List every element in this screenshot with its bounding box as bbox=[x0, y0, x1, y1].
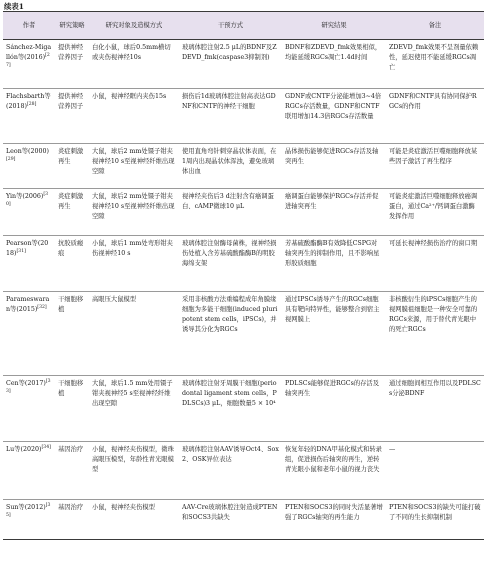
table-row bbox=[3, 89, 484, 144]
cell-result: 晶体损伤能够促进RGCs存活及轴突再生 bbox=[282, 144, 386, 189]
cell-note: 可延长视神经损伤治疗的窗口期 bbox=[386, 236, 484, 292]
cell-result: 芳基硫酸酯酶B有效降低CSPG对轴突再生的抑制作用，且不影响星形胶质细胞 bbox=[282, 236, 386, 292]
cell-author: Sánchez-Migallón等(2016)[27] bbox=[3, 40, 55, 89]
cell-strategy: 提供神经营养因子 bbox=[55, 89, 89, 144]
table-row bbox=[3, 40, 484, 89]
citation-ref[interactable]: [29] bbox=[6, 156, 16, 162]
cell-intervention: 玻璃体腔注射AAV诱导Oct4、Sox2、OSK异位表达 bbox=[179, 442, 282, 500]
cell-strategy: 干细胞移植 bbox=[55, 292, 89, 376]
cell-strategy: 干细胞移植 bbox=[55, 376, 89, 442]
cell-author: Pearson等(2018)[31] bbox=[3, 236, 55, 292]
table-row bbox=[3, 442, 484, 500]
citation-ref[interactable]: [28] bbox=[26, 101, 37, 107]
cell-author: Parameswaran等(2015)[32] bbox=[3, 292, 55, 376]
citation-ref[interactable]: [31] bbox=[16, 248, 26, 254]
header-note: 备注 bbox=[386, 12, 484, 40]
cell-note: 可能是炎症激活巨噬细胞释放某些因子激活了再生程序 bbox=[386, 144, 484, 189]
cell-note: 通过细胞间相互作用以及PDLSCs分泌BDNF bbox=[386, 376, 484, 442]
cell-note: 可能炎症激活巨噬细胞释放癌调蛋白，通过Ca²⁺/钙调蛋白激酶发挥作用 bbox=[386, 189, 484, 236]
header-strategy: 研究策略 bbox=[55, 12, 89, 40]
cell-model: 大鼠，球后1.5 mm处用镊子钳夹视神经5 s至视神经纤维出现空隙 bbox=[89, 376, 179, 442]
header-intervention: 干预方式 bbox=[179, 12, 282, 40]
cell-result: PDLSCs能够促进RGCs的存活及轴突再生 bbox=[282, 376, 386, 442]
cell-intervention: 玻璃体腔注射2.5 μL的BDNF及ZDEVD_fmk(caspase3抑制剂) bbox=[179, 40, 282, 89]
cell-author: Flachsbarth等(2018)[28] bbox=[3, 89, 55, 144]
cell-author: Leon等(2000)[29] bbox=[3, 144, 55, 189]
cell-intervention: AAV-Cre玻璃体腔注射造成PTEN和SOCS3共缺失 bbox=[179, 500, 282, 540]
citation-ref[interactable]: [27] bbox=[6, 52, 50, 68]
cell-result: 癌调蛋白能够保护RGCs存活并促进轴突再生 bbox=[282, 189, 386, 236]
table-row bbox=[3, 144, 484, 189]
header-result: 研究结果 bbox=[282, 12, 386, 40]
cell-strategy: 炎症刺激再生 bbox=[55, 144, 89, 189]
citation-ref[interactable]: [30] bbox=[6, 191, 49, 207]
cell-result: 通过IPSCs诱导产生的RGCs细胞具有靶向特异性，能够整合到宿主视网膜上 bbox=[282, 292, 386, 376]
citation-ref[interactable]: [32] bbox=[37, 304, 47, 310]
cell-model: 小鼠，视神经夹伤模型 bbox=[89, 500, 179, 540]
cell-author: Yin等(2006)[30] bbox=[3, 189, 55, 236]
table-caption: 续表1 bbox=[4, 2, 24, 11]
cell-intervention: 玻璃体腔注射酶母菌株，视神经损伤处植入含芳基硫酸酯酶B的明胶海绵支架 bbox=[179, 236, 282, 292]
cell-model: 小鼠，球后1 mm处弯形钳夹伤视神经10 s bbox=[89, 236, 179, 292]
cell-result: GDNF或CNTF分泌能增加3~4倍RGCs存活数量，GDNF和CNTF联用增加14.3倍RGCs存活数量 bbox=[282, 89, 386, 144]
cell-result: 恢复年轻的DNA甲基化模式和转录组，促进损伤后轴突的再生，逆转青光眼小鼠和老年小鼠的视力丧失 bbox=[282, 442, 386, 500]
cell-author: Sun等(2012)[35] bbox=[3, 500, 55, 540]
cell-note: — bbox=[386, 442, 484, 500]
cell-result: BDNF和ZDEVD_fmk效果相似，均能延缓RGCs凋亡1.4d时间 bbox=[282, 40, 386, 89]
cell-author: Cen等(2017)[33] bbox=[3, 376, 55, 442]
cell-model: 大鼠，球后2 mm处镊子钳夹视神经10 s至视神经纤维出现空隙 bbox=[89, 144, 179, 189]
table-row bbox=[3, 236, 484, 292]
cell-intervention: 玻璃体腔注射牙周膜干细胞(periodontal ligament stem cells，PDLSCs)3 μL，细胞数量5 × 10⁴ bbox=[179, 376, 282, 442]
header-author: 作者 bbox=[3, 12, 55, 40]
cell-intervention: 视神经夹伤后3 d注射含有癌调蛋白、cAMP微球10 μL bbox=[179, 189, 282, 236]
cell-strategy: 提供神经营养因子 bbox=[55, 40, 89, 89]
cell-model: 白化小鼠，球后0.5mm横切或夹伤视神经10s bbox=[89, 40, 179, 89]
table-row bbox=[3, 500, 484, 540]
cell-intervention: 采用非核酸方法重编程成年角膜缘细胞为多能干细胞(induced pluripotent stem cells，iPSCs)，并诱导其分化为RGCs bbox=[179, 292, 282, 376]
table-row bbox=[3, 376, 484, 442]
cell-note: ZDEVD_fmk效果不呈剂量依赖性，延迟使用不能延缓RGCs凋亡 bbox=[386, 40, 484, 89]
citation-ref[interactable]: [33] bbox=[6, 378, 51, 394]
cell-strategy: 基因治疗 bbox=[55, 442, 89, 500]
table-row bbox=[3, 292, 484, 376]
cell-note: 非核酸衍生的iPSCs细胞产生的视网膜祖细胞是一种安全可靠的RGCs来源，用于替代青光眼中的死亡RGCs bbox=[386, 292, 484, 376]
cell-strategy: 基因治疗 bbox=[55, 500, 89, 540]
cell-model: 小鼠，视神经眶内夹伤15s bbox=[89, 89, 179, 144]
cell-strategy: 抗胶质瘢痕 bbox=[55, 236, 89, 292]
header-model: 研究对象及造模方式 bbox=[89, 12, 179, 40]
table-row bbox=[3, 189, 484, 236]
cell-note: PTEN和SOCS3的缺失可能打破了不同的生长抑制机制 bbox=[386, 500, 484, 540]
citation-ref[interactable]: [34] bbox=[41, 444, 51, 450]
table-header-row bbox=[3, 12, 484, 40]
cell-result: PTEN和SOCS3的同时失活显著增强了RGCs轴突的再生能力 bbox=[282, 500, 386, 540]
cell-model: 高眼压大鼠模型 bbox=[89, 292, 179, 376]
data-table bbox=[3, 11, 484, 540]
cell-intervention: 损伤后1d玻璃体腔注射高表达GDNF和CNTF的神经干细胞 bbox=[179, 89, 282, 144]
cell-model: 大鼠，球后2 mm处镊子钳夹视神经10 s至视神经纤维出现空隙 bbox=[89, 189, 179, 236]
cell-intervention: 使用直角弯针刺穿晶状体表面，在1周内出现晶状体浑浊，避免玻璃体出血 bbox=[179, 144, 282, 189]
cell-model: 小鼠，视神经夹伤模型，微珠高眼压模型，年龄性青光眼模型 bbox=[89, 442, 179, 500]
cell-strategy: 炎症刺激再生 bbox=[55, 189, 89, 236]
cell-author: Lu等(2020)[34] bbox=[3, 442, 55, 500]
cell-note: GDNF和CNTF具有协同保护RGCs的作用 bbox=[386, 89, 484, 144]
citation-ref[interactable]: [35] bbox=[6, 502, 51, 518]
